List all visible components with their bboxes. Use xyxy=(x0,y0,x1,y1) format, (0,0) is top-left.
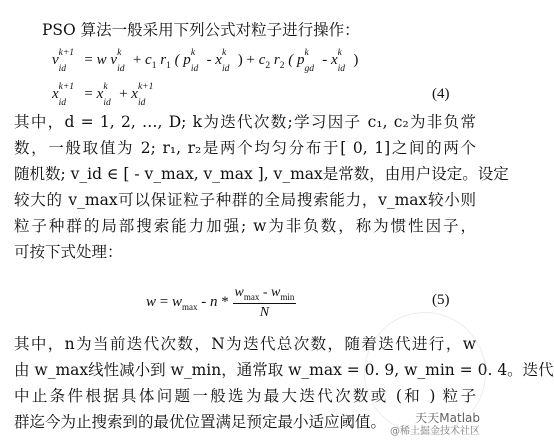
paragraph-line: 数，一般取值为 2; r₁, r₂是两个均匀分布于[ 0, 1]之间的两个 xyxy=(14,139,476,157)
watermark xyxy=(390,412,480,438)
intro-text: PSO 算法一般采用下列公式对粒子进行操作： xyxy=(42,21,360,39)
equation-velocity-update: v k+1 id = w v k id + $c_1$ $r_1$ ( p k id - x k id ) + $c_2$ $r_2$ ( p k gd - x k id ) xyxy=(52,47,359,74)
paragraph-line: 中止条件根据具体问题一般选为最大迭代次数或 (和 ) 粒子 xyxy=(14,387,476,405)
paragraph-line: 其中，n为当前迭代次数，N为迭代总次数，随着迭代进行，w xyxy=(14,335,476,353)
watermark-line-2: @稀土掘金技术社区 xyxy=(390,426,480,437)
equation-position-update: x k+1 id = x k id + x k+1 id xyxy=(52,81,154,108)
paragraph-line: 由 w_max线性减小到 w_min，通常取 w_max = 0. 9, w_min = 0. 4。迭代 xyxy=(14,361,554,379)
paragraph-line: 可按下式处理： xyxy=(14,243,123,261)
inertia-fraction: $\frac{w_{max} - w_{min}}{N}$ xyxy=(234,284,295,320)
equation-inertia-weight: $w = w_{max} - n$ * $\frac{w_{max} - w_{min}}{N}$ xyxy=(146,284,295,320)
paragraph-line: 群迄今为止搜索到的最优位置满足预定最小适应阈值。 xyxy=(14,413,387,431)
paragraph-line: 较大的 v_max可以保证粒子种群的全局搜索能力，v_max较小则 xyxy=(14,191,476,209)
watermark-line-1: 天天Matlab xyxy=(415,411,480,425)
paragraph-line: 粒子种群的局部搜索能力加强; w为非负数，称为惯性因子， xyxy=(14,217,476,235)
paragraph-line: 随机数; v_id ∈ [ - v_max, v_max ], v_max是常数，由用户设定。设定 xyxy=(14,165,509,183)
equation-number-4: (4) xyxy=(432,86,450,102)
paragraph-line: 其中，d = 1, 2, …, D; k为迭代次数;学习因子 c₁, c₂为非负常 xyxy=(14,113,476,131)
equation-number-5: (5) xyxy=(432,292,450,308)
